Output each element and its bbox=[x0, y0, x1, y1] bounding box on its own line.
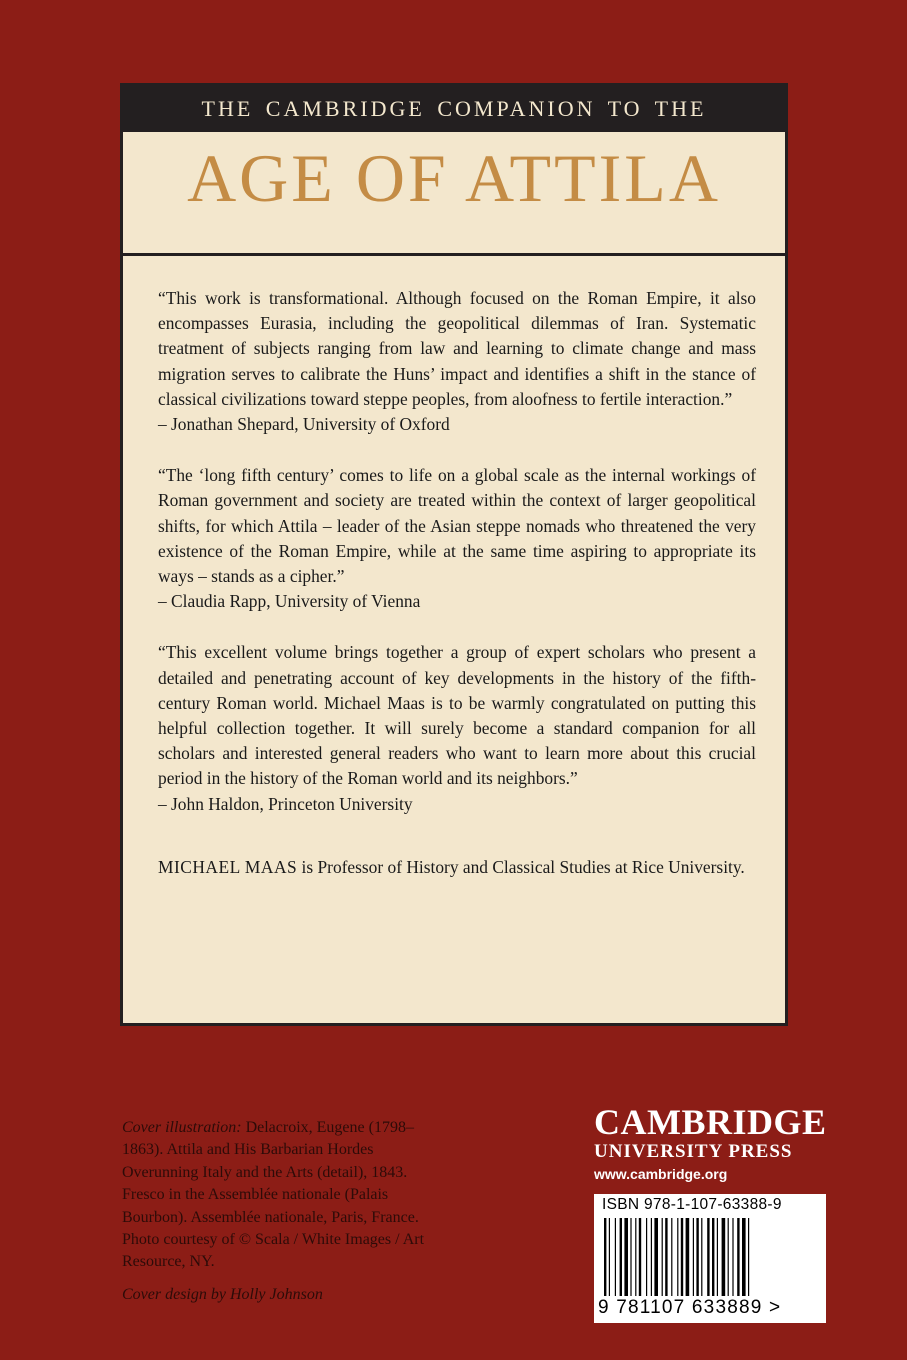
barcode-bar bbox=[686, 1218, 690, 1296]
barcode-bar bbox=[701, 1218, 702, 1296]
publisher-url[interactable]: www.cambridge.org bbox=[594, 1166, 728, 1182]
barcode-bar bbox=[677, 1218, 678, 1296]
book-title: AGE OF ATTILA bbox=[187, 140, 721, 216]
barcode-bar bbox=[651, 1218, 652, 1296]
barcode-bar bbox=[635, 1218, 636, 1296]
series-banner bbox=[123, 86, 785, 132]
barcode-bar bbox=[624, 1218, 628, 1296]
barcode-bar bbox=[646, 1218, 647, 1296]
barcode-bar bbox=[737, 1218, 739, 1296]
barcode-box bbox=[594, 1194, 826, 1323]
barcode-bar bbox=[748, 1218, 749, 1296]
barcode-bar bbox=[604, 1218, 606, 1296]
barcode-bar bbox=[693, 1218, 694, 1296]
barcode-bar bbox=[681, 1218, 683, 1296]
barcode-bar bbox=[665, 1218, 667, 1296]
barcode-bar bbox=[717, 1218, 718, 1296]
barcode-digits: 9 781107 633889 > bbox=[598, 1297, 782, 1318]
credits-text: Delacroix, Eugene (1798–1863). Attila and His Barbarian Hordes Overunning Italy and the Arts (detail), 1843. Fresco in the Assemblée nationale (Palais Bourbon). Assemblée nationale, Paris, France. Photo courtesy of © Scala / White Images / Art Resource, NY. bbox=[122, 1119, 425, 1271]
barcode-bar bbox=[609, 1218, 610, 1296]
endorsements bbox=[158, 286, 756, 897]
author-bio bbox=[158, 855, 756, 880]
author-bio-text: is Professor of History and Classical Studies at Rice University. bbox=[297, 856, 745, 877]
barcode-bar bbox=[696, 1218, 698, 1296]
barcode-bar bbox=[732, 1218, 733, 1296]
barcode-bar bbox=[620, 1218, 622, 1296]
barcode-bar bbox=[639, 1218, 641, 1296]
publisher-name: CAMBRIDGE bbox=[594, 1102, 827, 1142]
credits-label: Cover illustration: bbox=[122, 1119, 242, 1136]
barcode-icon bbox=[604, 1218, 816, 1296]
publisher-subname: UNIVERSITY PRESS bbox=[594, 1141, 793, 1162]
barcode-bar bbox=[722, 1218, 726, 1296]
back-cover-panel bbox=[120, 83, 788, 1026]
quote-attribution: – John Haldon, Princeton University bbox=[158, 793, 413, 814]
endorsement-quote bbox=[158, 640, 756, 816]
cover-design-credit: Cover design by Holly Johnson bbox=[122, 1286, 323, 1303]
barcode-bar bbox=[654, 1218, 658, 1296]
barcode-bar bbox=[728, 1218, 729, 1296]
barcode-bar bbox=[742, 1218, 746, 1296]
cover-credits bbox=[122, 1117, 448, 1274]
author-name: MICHAEL MAAS bbox=[158, 856, 298, 877]
endorsement-quote bbox=[158, 286, 756, 437]
publisher-block bbox=[594, 1104, 834, 1182]
quote-text: “The ‘long fifth century’ comes to life on a global scale as the internal workings of Roman government and society are treated within the context of larger geopolitical shifts, for which Attila – leader of the Asian steppe nomads who threatened the very existence of the Roman Empire, while at the same time aspiring to appropriate its ways – stands as a cipher.” bbox=[158, 465, 756, 587]
isbn-label: ISBN 978-1-107-63388-9 bbox=[602, 1196, 782, 1213]
barcode-bar bbox=[707, 1218, 709, 1296]
barcode-bar bbox=[671, 1218, 672, 1296]
quote-text: “This excellent volume brings together a group of expert scholars who present a detailed and penetrating account of key developments in the history of the fifth-century Roman world. Michael Maas is to be warmly congratulated on putting this helpful collection together. It will surely become a standard companion for all scholars and interested general readers who want to learn more about this crucial period in the history of the Roman world and its neighbors.” bbox=[158, 642, 756, 789]
endorsement-quote bbox=[158, 463, 756, 614]
title-divider bbox=[123, 253, 785, 256]
barcode-bar bbox=[662, 1218, 663, 1296]
quote-text: “This work is transformational. Although focused on the Roman Empire, it also encompasses Eurasia, including the geopolitical dilemmas of Iran. Systematic treatment of subjects ranging from law and learning to climate change and mass migration serves to calibrate the Huns’ impact and identifies a shift in the stance of classical civilizations toward steppe peoples, from aloofness to fertile interaction.” bbox=[158, 288, 756, 409]
barcode-bar bbox=[615, 1218, 616, 1296]
quote-attribution: – Claudia Rapp, University of Vienna bbox=[158, 591, 421, 612]
barcode-bar bbox=[712, 1218, 714, 1296]
series-title: THE CAMBRIDGE COMPANION TO THE bbox=[201, 96, 707, 121]
quote-attribution: – Jonathan Shepard, University of Oxford bbox=[158, 414, 450, 435]
barcode-bar bbox=[630, 1218, 631, 1296]
